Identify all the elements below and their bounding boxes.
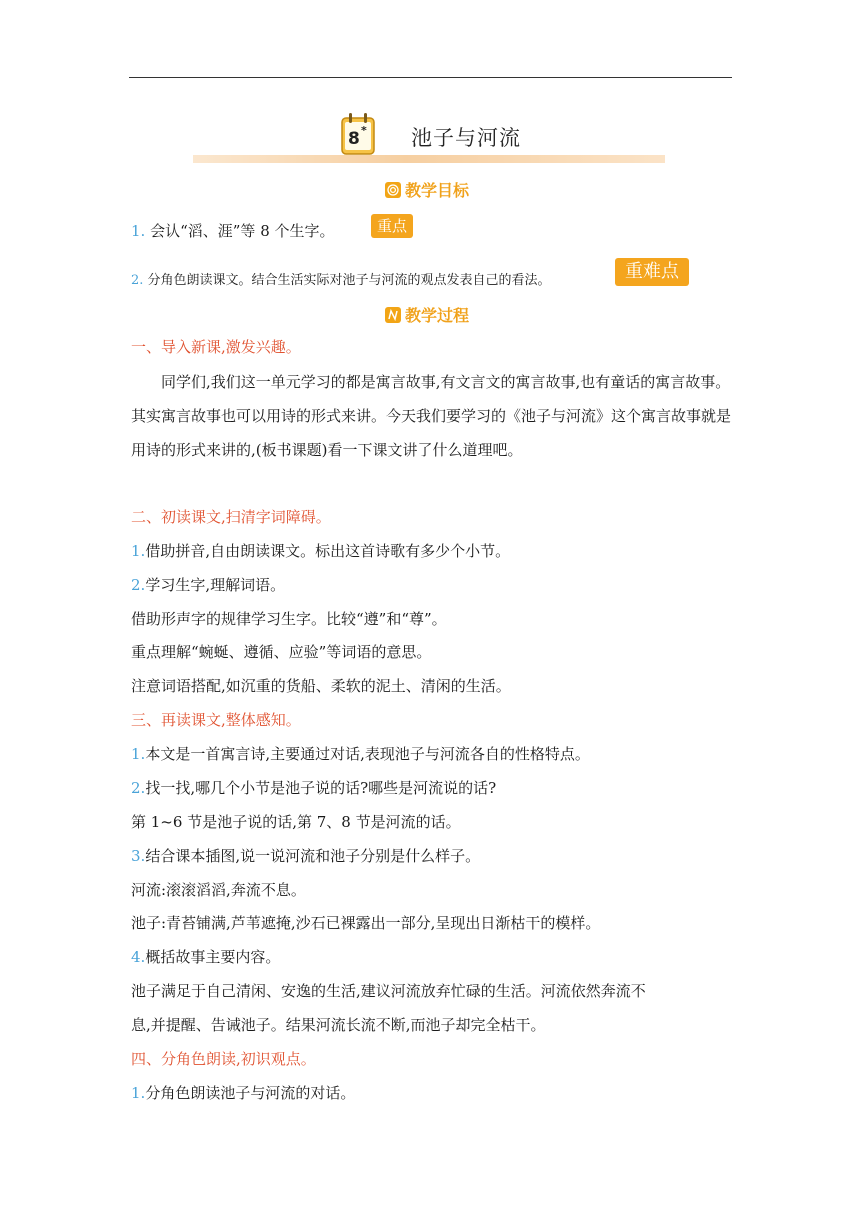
section-3-line-4b: 息,并提醒、告诫池子。结果河流长流不断,而池子却完全枯干。 [131, 1016, 546, 1034]
section-3-item-1-num: 1. [131, 745, 146, 763]
section-3-item-1-text: 本文是一首寓言诗,主要通过对话,表现池子与河流各自的性格特点。 [145, 745, 590, 763]
section-3-line-2: 河流:滚滚滔滔,奔流不息。 [131, 881, 306, 899]
section-3-line-1: 第 1~6 节是池子说的话,第 7、8 节是河流的话。 [131, 813, 461, 831]
process-icon [385, 307, 401, 323]
section-4-item-1 [131, 1083, 355, 1103]
section-3-item-1 [131, 744, 590, 764]
section-2-line-3: 注意词语搭配,如沉重的货船、柔软的泥土、清闲的生活。 [131, 677, 511, 695]
section-2-line-1: 借助形声字的规律学习生字。比较“遵”和“尊”。 [131, 610, 447, 628]
section-3-title: 三、再读课文,整体感知。 [131, 711, 301, 729]
target-icon [385, 182, 401, 198]
lesson-mark: * [361, 124, 367, 137]
goal-item-1-num: 1. [131, 222, 146, 240]
title-underline [193, 155, 665, 163]
section-3-item-3-num: 3. [131, 847, 146, 865]
section-1-title: 一、导入新课,激发兴趣。 [131, 338, 301, 356]
section-3-item-2-text: 找一找,哪几个小节是池子说的话?哪些是河流说的话? [145, 779, 497, 797]
section-4-item-1-text: 分角色朗读池子与河流的对话。 [145, 1084, 356, 1102]
section-2-item-2-num: 2. [131, 576, 146, 594]
goal-item-2-num: 2. [131, 273, 144, 288]
goal-item-1-text: 会认“滔、涯”等 8 个生字。 [150, 222, 335, 240]
section-3-line-4a: 池子满足于自己清闲、安逸的生活,建议河流放弃忙碌的生活。河流依然奔流不 [131, 982, 646, 1000]
section-3-item-3 [131, 846, 480, 866]
section-2-item-1-num: 1. [131, 542, 146, 560]
process-heading-text: 教学过程 [405, 306, 470, 325]
section-4-title: 四、分角色朗读,初识观点。 [131, 1050, 316, 1068]
lesson-title: 池子与河流 [411, 126, 521, 150]
goal-item-1 [131, 221, 335, 241]
section-3-item-3-text: 结合课本插图,说一说河流和池子分别是什么样子。 [145, 847, 481, 865]
section-3-line-3: 池子:青苔铺满,芦苇遮掩,沙石已裸露出一部分,呈现出日渐枯干的模样。 [131, 914, 601, 932]
process-heading [385, 303, 469, 326]
section-3-item-4-num: 4. [131, 948, 146, 966]
section-2-item-1-text: 借助拼音,自由朗读课文。标出这首诗歌有多少个小节。 [145, 542, 511, 560]
section-1-paragraph: 同学们,我们这一单元学习的都是寓言故事,有文言文的寓言故事,也有童话的寓言故事。其实寓言故事也可以用诗的形式来讲。今天我们要学习的《池子与河流》这个寓言故事就是用诗的形式来讲的,(板书课题)看一下课文讲了什么道理吧。 [131, 373, 732, 459]
section-2-item-1 [131, 541, 510, 561]
section-2-line-2: 重点理解“蜿蜒、遵循、应验”等词语的意思。 [131, 643, 432, 661]
key-point-badge: 重点 [371, 214, 413, 238]
goals-heading-text: 教学目标 [405, 181, 470, 200]
goals-heading [385, 178, 469, 201]
difficult-point-badge: 重难点 [615, 258, 689, 286]
calendar-badge-icon [340, 110, 376, 156]
section-3-item-4-text: 概括故事主要内容。 [145, 948, 281, 966]
section-2-title: 二、初读课文,扫清字词障碍。 [131, 508, 331, 526]
section-3-item-4 [131, 947, 280, 967]
lesson-number: 8 [348, 129, 360, 149]
section-3-item-2-num: 2. [131, 779, 146, 797]
section-3-item-2 [131, 778, 496, 798]
top-rule [129, 77, 732, 78]
goal-item-2-text: 分角色朗读课文。结合生活实际对池子与河流的观点发表自己的看法。 [147, 273, 551, 288]
section-4-item-1-num: 1. [131, 1084, 146, 1102]
section-2-item-2 [131, 575, 285, 595]
title-banner [193, 110, 665, 164]
goal-item-2 [131, 271, 551, 291]
section-2-item-2-text: 学习生字,理解词语。 [145, 576, 286, 594]
